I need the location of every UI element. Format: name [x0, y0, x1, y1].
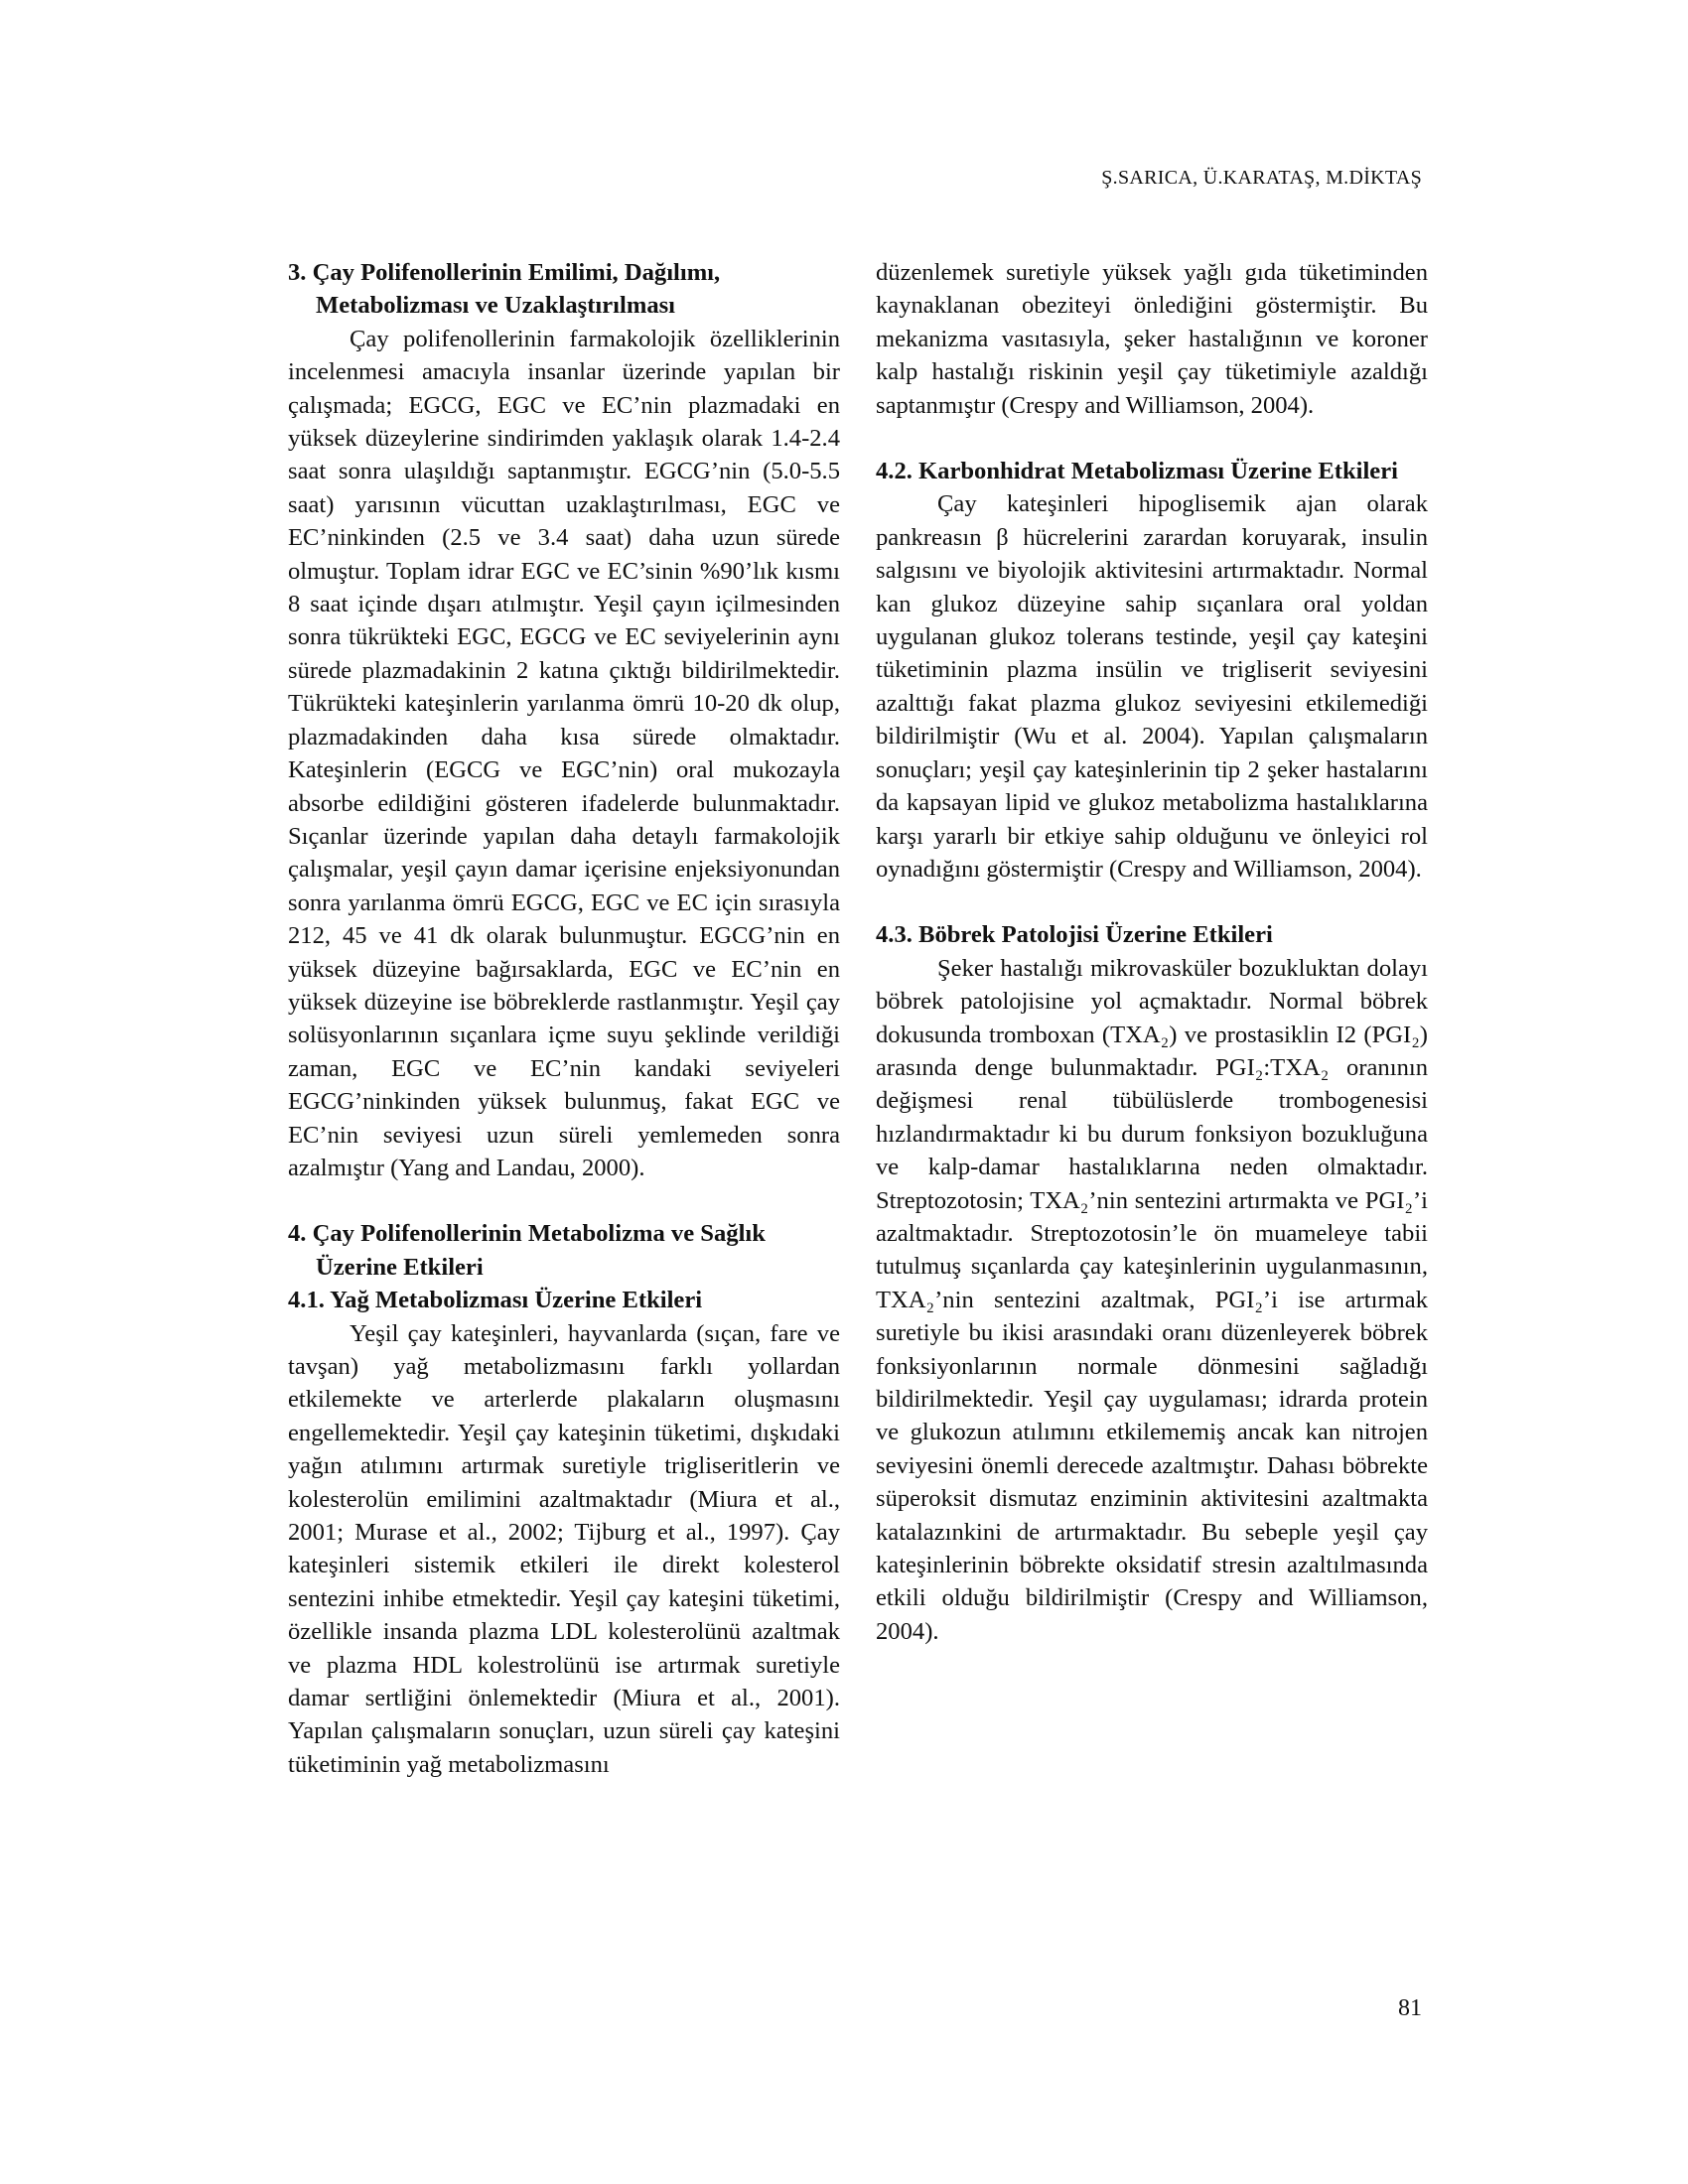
section-3-paragraph: Çay polifenollerinin farmakolojik özelliklerinin incelenmesi amacıyla insanlar üzerinde yapılan bir çalışmada; EGCG, EGC ve EC’nin plazmadaki en yüksek düzeylerine sindirimden yaklaşık olarak 1.4-2.4 saat sonra ulaşıldığı saptanmıştır. EGCG’nin (5.0-5.5 saat) yarısının vücuttan uzaklaştırılması, EGC ve EC’ninkinden (2.5 ve 3.4 saat) daha uzun sürede olmuştur. Toplam idrar EGC ve EC’sinin %90’lık kısmı 8 saat içinde dışarı atılmıştır. Yeşil çayın içilmesinden sonra tükrükteki EGC, EGCG ve EC seviyelerinin aynı sürede plazmadakinin 2 katına çıktığı bildirilmektedir. Tükrükteki kateşinlerin yarılanma ömrü 10-20 dk olup, plazmadakinden daha kısa sürede olmaktadır. Kateşinlerin (EGCG ve EGC’nin) oral mukozayla absorbe edildiğini gösteren ifadelerde bulunmaktadır. Sıçanlar üzerinde yapılan daha detaylı farmakolojik çalışmalar, yeşil çayın damar içerisine enjeksiyonundan sonra yarılanma ömrü EGCG, EGC ve EC için sırasıyla 212, 45 ve 41 dk olarak bulunmuştur. EGCG’nin en yüksek düzeyine bağırsaklarda, EGC ve EC’nin en yüksek düzeyine ise böbreklerde rastlanmıştır. Yeşil çay solüsyonlarının sıçanlara içme suyu şeklinde verildiği zaman, EGC ve EC’nin kandaki seviyeleri EGCG’ninkinden yüksek bulunmuş, fakat EGC ve EC’nin seviyesi uzun süreli yemlemeden sonra azalmıştır (Yang and Landau, 2000).	[288, 325, 840, 1181]
section-4-3-paragraph: Şeker hastalığı mikrovasküler bozukluktan dolayı böbrek patolojisine yol açmaktadır. Normal böbrek dokusunda tromboxan (TXA₂) ve prostasiklin I2 (PGI₂) arasında denge bulunmaktadır. PGI₂:TXA₂ oranının değişmesi renal tübülüslerde trombogenesisi hızlandırmaktadır ki bu durum fonksiyon bozukluğuna ve kalp-damar hastalıklarına neden olmaktadır. Streptozotosin; TXA₂’nin sentezini artırmakta ve PGI₂’i azaltmaktadır. Streptozotosin’le ön muameleye tabii tutulmuş sıçanlarda çay kateşinlerinin uygulanmasının, TXA₂’nin sentezini azaltmak, PGI₂’i ise artırmak suretiyle bu ikisi arasındaki oranı düzenleyerek böbrek fonksiyonlarının normale dönmesini sağladığı bildirilmektedir. Yeşil çay uygulaması; idrarda protein ve glukozun atılımını etkilememiş ancak kan nitrojen seviyesini önemli derecede azaltmıştır. Dahası böbrekte süperoksit dismutaz enziminin aktivitesini azaltmakta katalazınkini de artırmaktadır. Bu sebeple yeşil çay kateşinlerinin böbrekte oksidatif stresin azaltılmasında etkili olduğu bildirilmiştir (Crespy and Williamson, 2004).	[876, 954, 1428, 1645]
spacer	[876, 886, 1428, 918]
section-4-3-heading: 4.3. Böbrek Patolojisi Üzerine Etkileri	[876, 921, 1273, 949]
running-head: Ş.SARICA, Ü.KARATAŞ, M.DİKTAŞ	[1101, 167, 1422, 189]
spacer	[288, 1184, 840, 1217]
section-3-heading: 3. Çay Polifenollerinin Emilimi, Dağılımı, Metabolizması ve Uzaklaştırılması	[288, 259, 721, 320]
section-4-1-paragraph: Yeşil çay kateşinleri, hayvanlarda (sıçan, fare ve tavşan) yağ metabolizmasını farklı yollardan etkilemekte ve arterlerde plakaların oluşmasını engellemektedir. Yeşil çay kateşinin tüketimi, dışkıdaki yağın atılımını artırmak suretiyle trigliseritlerin ve kolesterolün emilimini azaltmaktadır (Miura et al., 2001; Murase et al., 2002; Tijburg et al., 1997). Çay kateşinleri sistemik etkileri ile direkt kolesterol sentezini inhibe etmektedir. Yeşil çay kateşini tüketimi, özellikle insanda plazma LDL kolesterolünü azaltmak ve plazma HDL kolestrolünü ise artırmak suretiyle damar sertliğini önlemektedir (Miura et al., 2001). Yapılan çalışmaların sonuçları, uzun süreli çay kateşini tüketiminin yağ metabolizmasını	[288, 1319, 840, 1778]
section-4-2-paragraph: Çay kateşinleri hipoglisemik ajan olarak pankreasın β hücrelerini zarardan koruyarak, insulin salgısını ve biyolojik aktivitesini artırmaktadır. Normal kan glukoz düzeyine sahip sıçanlara oral yoldan uygulanan glukoz tolerans testinde, yeşil çay kateşini tüketiminin plazma insülin ve trigliserit seviyesini azalttığı fakat plazma glukoz seviyesini etkilemediği bildirilmiştir (Wu et al. 2004). Yapılan çalışmaların sonuçları; yeşil çay kateşinlerinin tip 2 şeker hastalarını da kapsayan lipid ve glukoz metabolizma hastalıklarına karşı yararlı bir etkiye sahip olduğunu ve önleyici rol oynadığını göstermiştir (Crespy and Williamson, 2004).	[876, 490, 1428, 883]
section-4-1-heading: 4.1. Yağ Metabolizması Üzerine Etkileri	[288, 1287, 703, 1314]
section-4-2-heading: 4.2. Karbonhidrat Metabolizması Üzerine Etkileri	[876, 458, 1398, 485]
section-4-1-paragraph-continued: düzenlemek suretiyle yüksek yağlı gıda tüketiminden kaynaklanan obeziteyi önlediğini göstermiştir. Bu mekanizma vasıtasıyla, şeker hastalığının ve koroner kalp hastalığı riskinin yeşil çay tüketimiyle azaldığı saptanmıştır (Crespy and Williamson, 2004).	[876, 259, 1428, 419]
page-number: 81	[1398, 1995, 1422, 2021]
spacer	[876, 422, 1428, 455]
section-4-heading: 4. Çay Polifenollerinin Metabolizma ve Sağlık Üzerine Etkileri	[288, 1220, 766, 1281]
left-column	[288, 256, 840, 1781]
right-column	[876, 256, 1428, 1648]
